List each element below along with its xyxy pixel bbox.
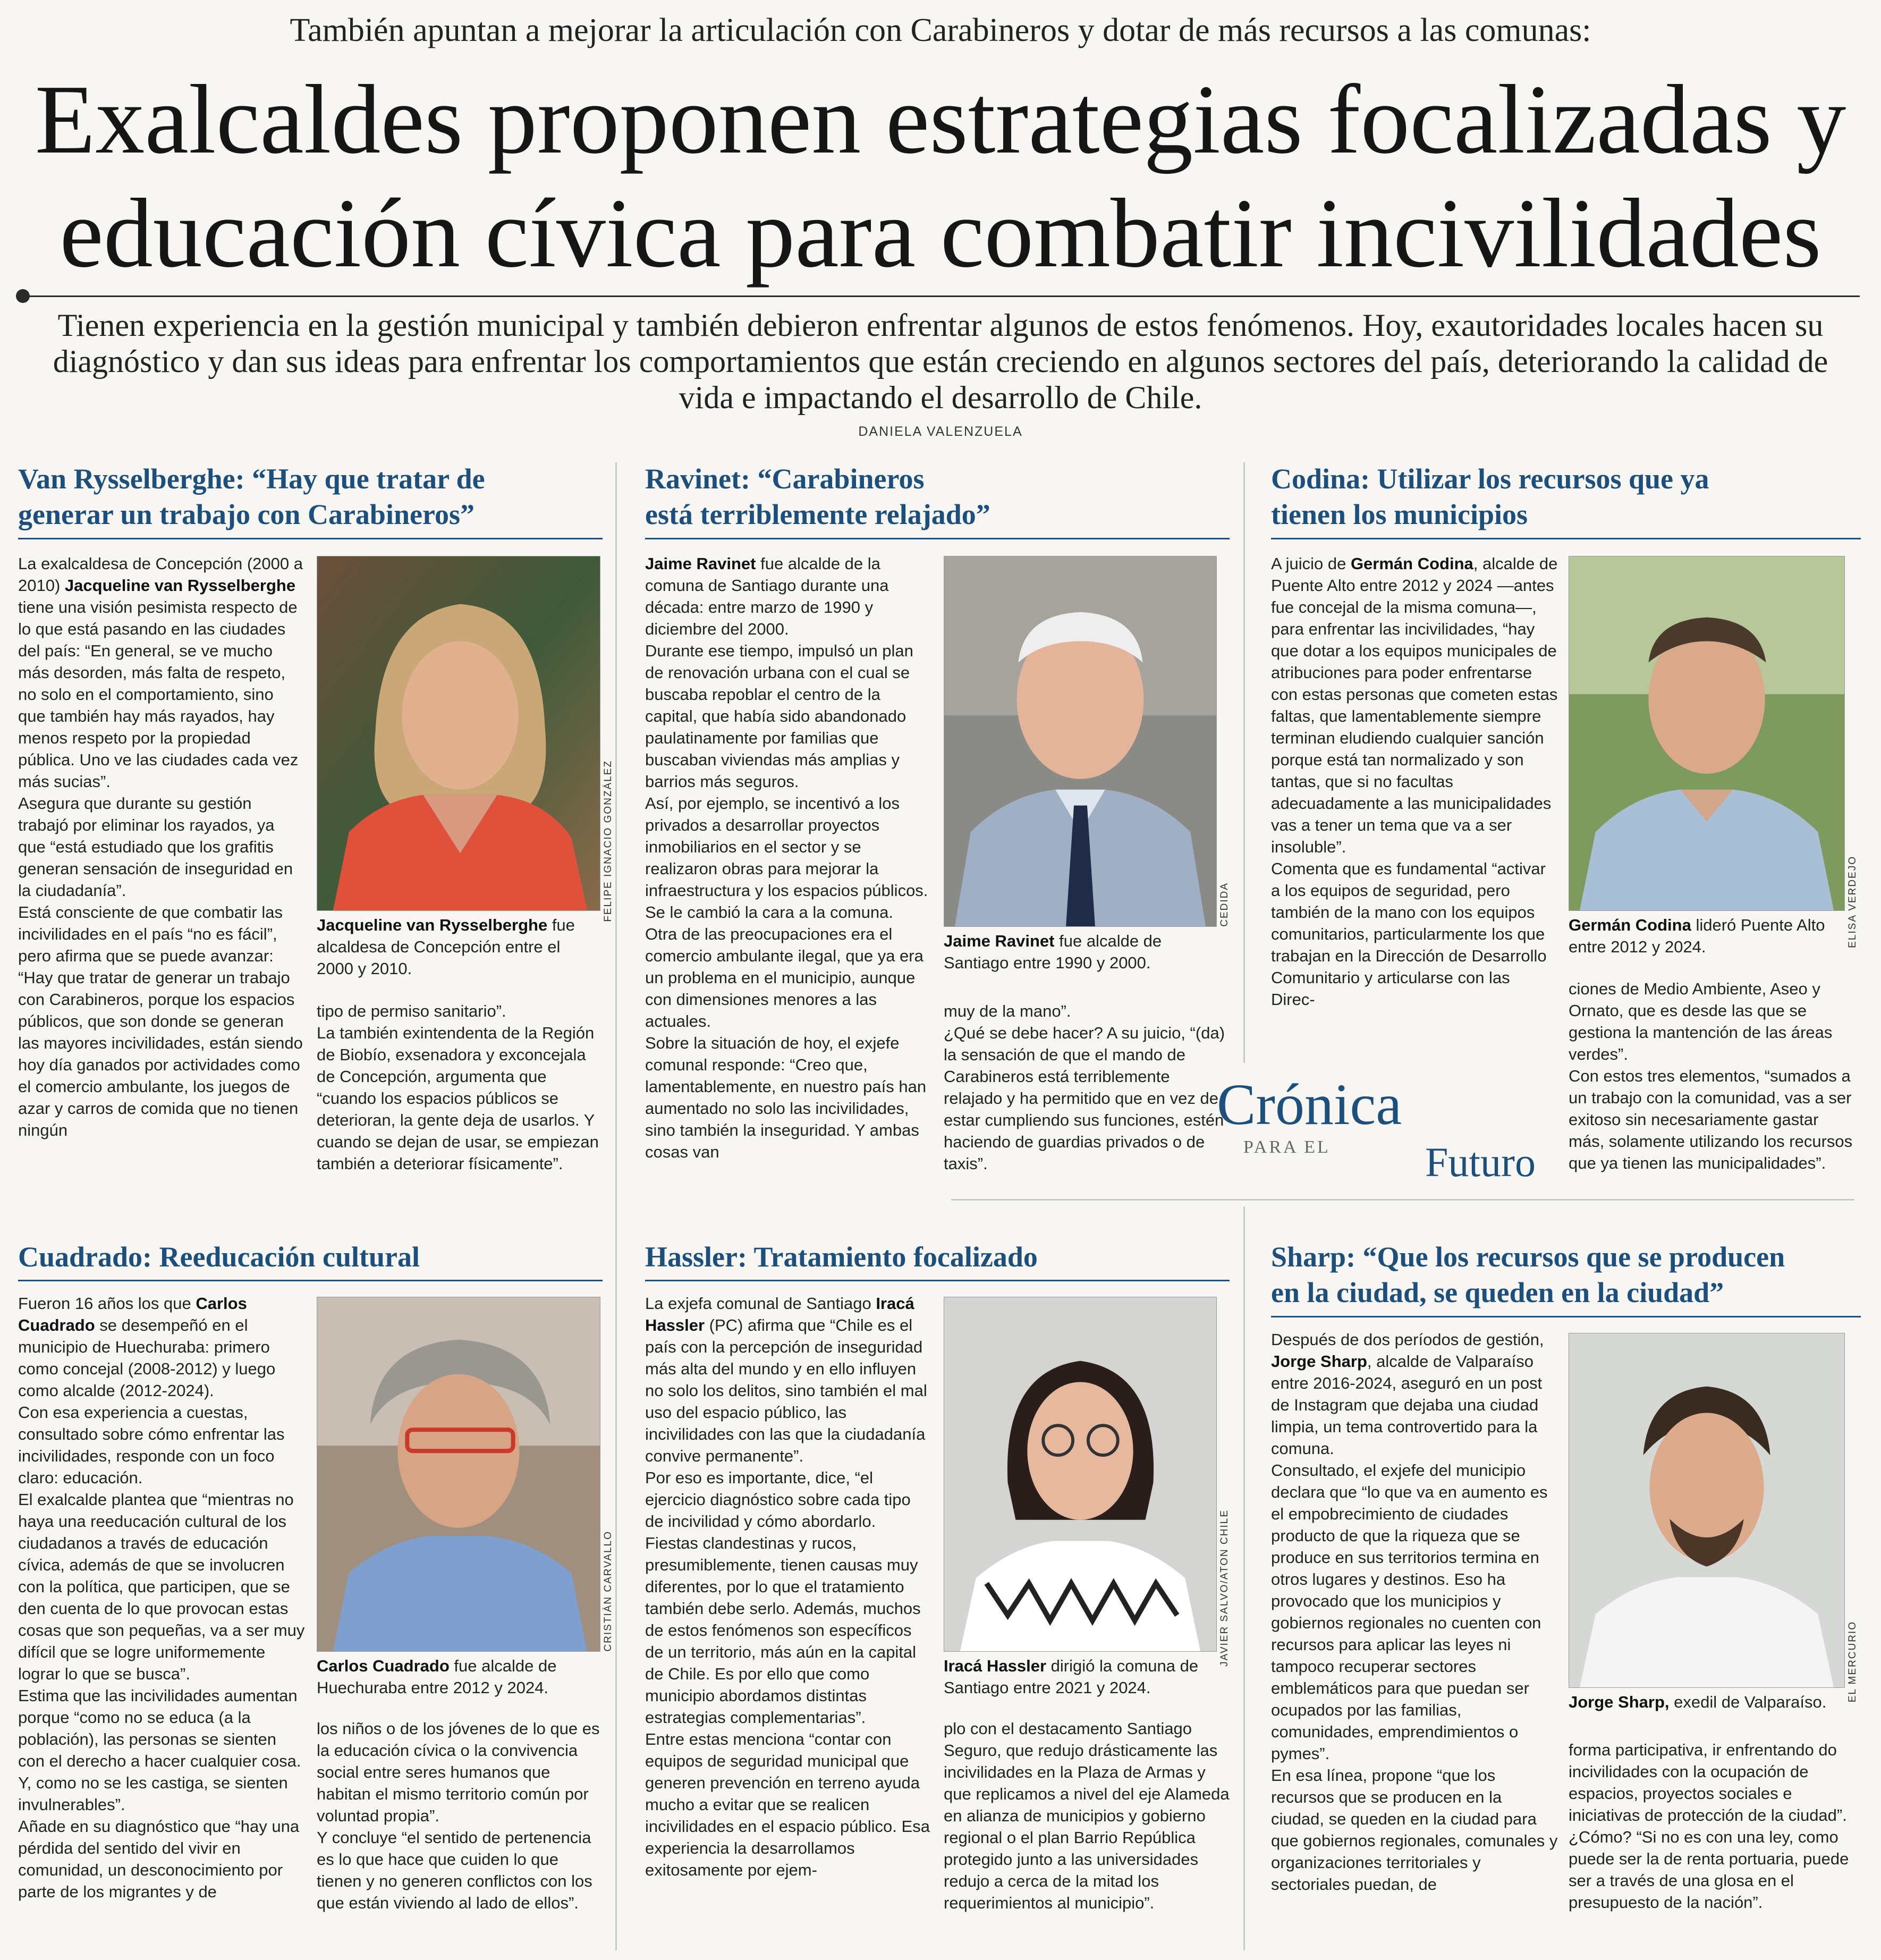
paragraph: Jaime Ravinet fue alcalde de la comuna de Santiago durante una década: entre marzo de 1990 y diciembre del 2000. (645, 554, 889, 638)
paragraph: Fueron 16 años los que Carlos Cuadrado se desempeñó en el municipio de Huechuraba: primero como concejal (2008-2012) y luego como alcalde (2012-2024). (18, 1294, 276, 1400)
photo-credit: JAVIER SALVO/ATON CHILE (1219, 1509, 1230, 1667)
paragraph: Comenta que es fundamental “activar a los equipos de seguridad, pero también de la mano con los equipos comunitarios, particularmente los que trabajan en la Dirección de Desarrollo Comunitario y articularse con las Direc- (1271, 859, 1547, 1009)
headline-line-2: educación cívica para combatir incivilidades (60, 179, 1821, 288)
photo-credit: FELIPE IGNACIO GONZÁLEZ (603, 760, 614, 922)
section-head-line: Hassler: Tratamiento focalizado (645, 1241, 1038, 1273)
photo-credit: CEDIDA (1219, 882, 1230, 927)
sharp-column-1 (1271, 1329, 1558, 1951)
section-rule (1271, 1316, 1861, 1317)
section-head-ravinet (645, 461, 1230, 533)
byline: DANIELA VALENZUELA (858, 424, 1023, 439)
hassler-column-2 (944, 1718, 1231, 1951)
paragraph: ¿Qué se debe hacer? A su juicio, “(da) la sensación de que el mando de Carabineros está terriblemente relajado y ha permitido que en vez de estar cumpliendo sus funciones, estén haciendo de guardias privados o de taxis”. (944, 1024, 1225, 1173)
caption-name: Germán Codina (1569, 916, 1691, 934)
ravinet-column-1 (645, 553, 932, 1206)
column-divider-2b (1243, 1206, 1245, 1950)
section-head-line: Cuadrado: Reeducación cultural (18, 1241, 420, 1273)
kicker: También apuntan a mejorar la articulación con Carabineros y dotar de más recursos a las comunas: (290, 12, 1591, 48)
section-head-hassler (645, 1239, 1230, 1275)
ravinet-photo (944, 556, 1217, 927)
paragraph: ciones de Medio Ambiente, Aseo y Ornato, que es desde las que se gestiona la mantención de las áreas verdes”. (1569, 979, 1833, 1063)
paragraph: Por eso es importante, dice, “el ejercicio diagnóstico sobre cada tipo de incivilidad y cómo abordarlo. Fiestas clandestinas y rucos, presumiblemente, tienen causas muy diferentes, por lo que el tratamiento también debe serlo. Además, muchos de estos fenómenos son específicos de un territorio, más aún en la capital de Chile. Es por ello que como municipio abordamos distintas estrategias complementarias”. (645, 1468, 921, 1727)
headline-line-1: Exalcaldes proponen estrategias focalizadas y (35, 65, 1846, 174)
headline (0, 63, 1881, 290)
paragraph: Entre estas menciona “contar con equipos de seguridad municipal que generen prevención en terreno ayuda mucho a evitar que se realicen incivilidades en el espacio público. Esa experiencia la desarrollamos exitosamente por ejem- (645, 1730, 930, 1879)
hassler-photo (944, 1297, 1217, 1652)
cuadrado-column-1 (18, 1292, 305, 1951)
paragraph: Con esa experiencia a cuestas, consultado sobre cómo enfrentar las incivilidades, responde con un foco claro: educación. (18, 1403, 285, 1487)
column-divider-2a (1243, 462, 1245, 1063)
caption-text: fue alcalde de Santiago entre 1990 y 2000. (944, 932, 1162, 972)
column-divider-1 (615, 462, 617, 1950)
caption-text: fue alcaldesa de Concepción entre el 2000 y 2010. (317, 916, 575, 978)
paragraph: Otra de las preocupaciones era el comercio ambulante ilegal, que ya era un problema en el municipio, aunque con dimensiones menores a las actuales. (645, 925, 923, 1030)
hassler-column-1 (645, 1292, 932, 1951)
section-rule (645, 1280, 1230, 1281)
hassler-caption (944, 1655, 1231, 1699)
section-rule (18, 1280, 603, 1281)
cuadrado-column-2 (317, 1718, 600, 1951)
paragraph: Estima que las incivilidades aumentan porque “como no se educa (a la población), las personas se sienten con el derecho a hacer cualquier cosa. Y, como no se les castiga, se sienten invulnerables”. (18, 1686, 301, 1814)
caption-text: lideró Puente Alto entre 2012 y 2024. (1569, 916, 1825, 956)
section-head-sharp (1271, 1239, 1861, 1311)
paragraph: forma participativa, ir enfrentando do incivilidades con la ocupación de espacios, proyectos sociales e iniciativas de protección de la ciudad”. ¿Cómo? “Si no es con una ley, como puede ser la de renta portuaria, puede ser a través de una glosa en el presupuesto de la nación”. (1569, 1741, 1849, 1912)
paragraph: En esa línea, propone “que los recursos que se producen en la ciudad, se queden en la ciudad para que gobiernos regionales, comunales y organizaciones territoriales y sectoriales puedan, de (1271, 1766, 1558, 1894)
paragraph: plo con el destacamento Santiago Seguro, que redujo drásticamente las incivilidades en la Plaza de Armas y que replicamos a nivel del eje Alameda en alianza de municipios y gobierno regional o el plan Barrio República protegido junto a las universidades redujo a cerca de la mitad los requerimientos al municipio”. (944, 1719, 1230, 1912)
logo-cronica: Crónica (1217, 1072, 1402, 1137)
van-rysselberghe-photo (317, 556, 600, 911)
cuadrado-caption (317, 1655, 600, 1699)
caption-name: Jaime Ravinet (944, 932, 1055, 950)
section-head-line: generar un trabajo con Carabineros” (18, 499, 475, 530)
section-head-line: en la ciudad, se queden en la ciudad” (1271, 1277, 1724, 1308)
section-head-line: Van Rysselberghe: “Hay que tratar de (18, 463, 485, 495)
paragraph: Añade en su diagnóstico que “hay una pérdida del sentido del vivir en comunidad, un desconocimiento por parte de los migrantes y de (18, 1817, 300, 1901)
van-column-1 (18, 553, 305, 1206)
section-head-line: Codina: Utilizar los recursos que ya (1271, 463, 1709, 495)
paragraph: Así, por ejemplo, se incentivó a los privados a desarrollar proyectos inmobiliarios en el sector y se realizaron obras para mejorar la infraestructura y los espacios públicos. Se le cambió la cara a la comuna. (645, 794, 928, 922)
section-rule (18, 538, 603, 539)
paragraph: tipo de permiso sanitario”. (317, 1002, 506, 1020)
paragraph: Después de dos períodos de gestión, Jorge Sharp, alcalde de Valparaíso entre 2016-2024, aseguró en un post de Instagram que dejaba una ciudad limpia, un tema controvertido para la comuna. (1271, 1330, 1544, 1458)
van-caption (317, 914, 600, 979)
paragraph: los niños o de los jóvenes de lo que es la educación cívica o la convivencia social entre seres humanos que habitan el mismo territorio común por voluntad propia”. (317, 1719, 600, 1825)
sharp-photo (1569, 1333, 1845, 1688)
cuadrado-photo (317, 1297, 600, 1652)
paragraph: muy de la mano”. (944, 1002, 1071, 1020)
paragraph: A juicio de Germán Codina, alcalde de Puente Alto entre 2012 y 2024 —antes fue concejal de la misma comuna—, para enfrentar las incivilidades, “hay que dotar a los equipos municipales de atribuciones para poder enfrentarse con estas personas que cometen estas faltas, que lamentablemente siempre terminan eludiendo cualquier sanción porque está tan normalizado y son tantas, que si no facultas adecuadamente a las municipalidades vas a tener un tema que va a ser insoluble”. (1271, 554, 1558, 856)
section-head-line: Sharp: “Que los recursos que se producen (1271, 1241, 1785, 1273)
caption-name: Jorge Sharp, (1569, 1693, 1670, 1711)
sharp-column-2 (1569, 1739, 1855, 1951)
logo-futuro: Futuro (1425, 1139, 1536, 1185)
caption-text: fue alcalde de Huechuraba entre 2012 y 2024. (317, 1657, 557, 1697)
paragraph: La también exintendenta de la Región de Biobío, exsenadora y exconcejala de Concepción, argumenta que “cuando los espacios públicos se deterioran, la gente deja de usarlos. Y cuando se dejan de usar, se empiezan también a deteriorar físicamente”. (317, 1024, 599, 1173)
section-rule (645, 538, 1230, 539)
section-head-line: está terriblemente relajado” (645, 499, 990, 530)
ravinet-column-2 (944, 1000, 1231, 1202)
codina-photo (1569, 556, 1845, 911)
paragraph: Sobre la situación de hoy, el exjefe comunal responde: “Creo que, lamentablemente, en nuestro país han aumentado no solo las incivilidades, sino también la inseguridad. Y ambas cosas van (645, 1034, 927, 1161)
photo-credit: ELISA VERDEJO (1847, 856, 1858, 948)
caption-name: Carlos Cuadrado (317, 1657, 450, 1675)
section-head-cuadrado (18, 1239, 603, 1275)
van-column-2 (317, 1000, 600, 1202)
section-head-van-rysselberghe (18, 461, 603, 533)
ravinet-caption (944, 930, 1231, 974)
codina-column-1 (1271, 553, 1558, 1052)
photo-credit: EL MERCURIO (1847, 1621, 1858, 1703)
paragraph: La exalcaldesa de Concepción (2000 a 2010) Jacqueline van Rysselberghe tiene una visión pesimista respecto de lo que está pasando en las ciudades del país: “En general, se ve mucho más desorden, más falta de respeto, no solo en el comportamiento, sino que también hay más rayados, hay menos respeto por la propiedad pública. Uno ve las ciudades cada vez más sucias”. (18, 554, 303, 791)
caption-text: exedil de Valparaíso. (1669, 1693, 1827, 1711)
deck: Tienen experiencia en la gestión municipal y también debieron enfrentar algunos de estos fenómenos. Hoy, exautoridades locales hacen su diagnóstico y dan sus ideas para enfrentar los comportamientos que están creciendo en algunos sectores del país, deteriorando la calidad de vida e impactando el desarrollo de Chile. (53, 308, 1828, 415)
codina-caption (1569, 914, 1855, 958)
logo-para-el: PARA EL (1243, 1137, 1331, 1157)
sharp-caption (1569, 1691, 1855, 1713)
paragraph: Consultado, el exjefe del municipio declara que “lo que va en aumento es el empobrecimiento de ciudades producto de que la riqueza que se produce en sus territorios termina en otros lugares y destinos. Eso ha provocado que los municipios y gobiernos regionales no cuenten con recursos para aplicar las leyes ni tampoco recuperar sectores emblemáticos para que puedan ser ocupados por las familias, comunidades, emprendimientos o pymes”. (1271, 1461, 1548, 1763)
deck-rule (21, 295, 1860, 297)
section-head-codina (1271, 461, 1861, 533)
paragraph: Y concluye “el sentido de pertenencia es lo que hace que cuiden lo que tienen y no generen conflictos con los que están viviendo al lado de ellos”. (317, 1828, 592, 1912)
section-head-line: Ravinet: “Carabineros (645, 463, 925, 495)
paragraph: Durante ese tiempo, impulsó un plan de renovación urbana con el cual se buscaba repoblar el centro de la capital, que había sido abandonado paulatinamente por familias que buscaban viviendas más amplias y barrios más seguros. (645, 641, 913, 791)
paragraph: La exjefa comunal de Santiago Iracá Hassler (PC) afirma que “Chile es el país con la percepción de inseguridad más alta del mundo y en ello influyen no solo los delitos, sino también el mal uso del espacio público, las incivilidades con las que la ciudadanía convive permanente”. (645, 1294, 927, 1465)
photo-credit: CRISTIÁN CARVALLO (603, 1531, 614, 1652)
section-head-line: tienen los municipios (1271, 499, 1528, 530)
caption-text: dirigió la comuna de Santiago entre 2021 y 2024. (944, 1657, 1199, 1697)
paragraph: El exalcalde plantea que “mientras no haya una reeducación cultural de los ciudadanos a través de educación cívica, además de que se involucren con la política, que participen, que se den cuenta de lo que provocan estas cosas que son pequeñas, va a ser muy difícil que se logre uniformemente lograr lo que se busca”. (18, 1490, 305, 1683)
paragraph: Asegura que durante su gestión trabajó por eliminar los rayados, ya que “está estudiado que los grafitis generan sensación de inseguridad en la ciudadanía”. (18, 794, 293, 900)
section-rule (1271, 538, 1861, 539)
paragraph: Está consciente de que combatir las incivilidades en el país “no es fácil”, pero afirma que se puede avanzar: “Hay que tratar de generar un trabajo con Carabineros, porque los espacios públicos, que son donde se generan las mayores incivilidades, están siendo hoy día ganados por actividades como el comercio ambulante, los juegos de azar y carros de comida que no tienen ningún (18, 903, 303, 1139)
caption-name: Iracá Hassler (944, 1657, 1047, 1675)
cronica-para-el-futuro-logo (1217, 1068, 1546, 1196)
paragraph: Con estos tres elementos, “sumados a un trabajo con la comunidad, vas a ser exitoso sin necesariamente gastar más, solamente utilizando los recursos que ya tienen las municipalidades”. (1569, 1067, 1853, 1172)
caption-name: Jacqueline van Rysselberghe (317, 916, 548, 934)
codina-column-2 (1569, 978, 1855, 1190)
